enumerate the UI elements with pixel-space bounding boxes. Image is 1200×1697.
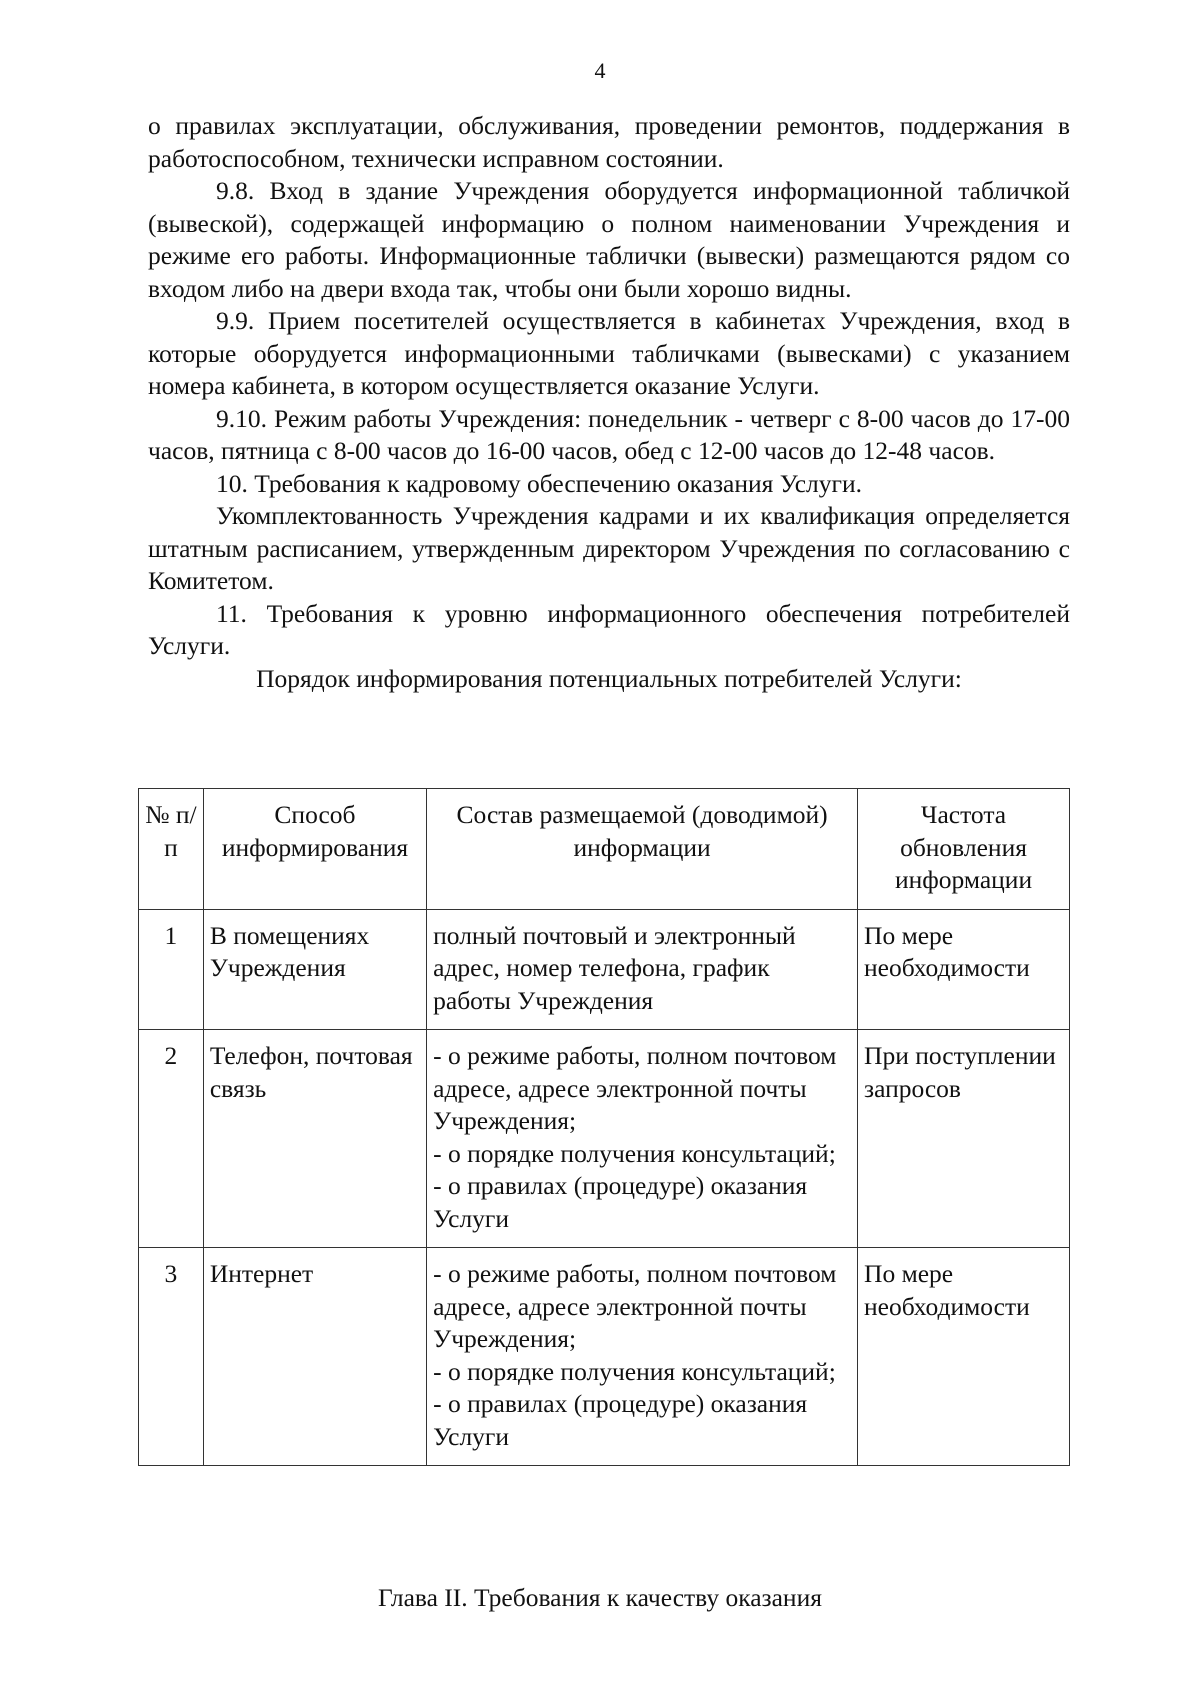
header-method: Способ информирования [203, 789, 426, 910]
table-row [139, 909, 1070, 1030]
row-number: 3 [139, 1248, 204, 1466]
row-number: 1 [139, 909, 204, 1030]
paragraph-10: 10. Требования к кадровому обеспечению оказания Услуги. [216, 468, 862, 498]
row-method: Интернет [203, 1248, 426, 1466]
paragraph-9-10: 9.10. Режим работы Учреждения: понедельник - четверг с 8-00 часов до 17-00 часов, пятница с 8-00 часов до 16-00 часов, обед с 12-00 часов до 12-48 часов. [148, 403, 1070, 465]
paragraph-9-8: 9.8. Вход в здание Учреждения оборудуется информационной табличкой (вывеской), содержащей информацию о полном наименовании Учреждения и режиме его работы. Информационные таблички (вывески) размещаются рядом со входом либо на двери входа так, чтобы они были хорошо видны. [148, 176, 1070, 303]
paragraph-table-intro: Порядок информирования потенциальных потребителей Услуги: [256, 663, 962, 693]
paragraph-continuation: о правилах эксплуатации, обслуживания, проведении ремонтов, поддержания в работоспособном, технически исправном состоянии. [148, 111, 1070, 173]
information-table [138, 788, 1070, 1466]
row-content [427, 1248, 858, 1466]
header-number: № п/п [139, 789, 204, 910]
row-number: 2 [139, 1030, 204, 1248]
content-line: - о правилах (процедуре) оказания Услуги [433, 1389, 808, 1451]
table-row [139, 1248, 1070, 1466]
row-method: Телефон, почтовая связь [203, 1030, 426, 1248]
page-number: 4 [594, 58, 606, 83]
content-line: полный почтовый и электронный адрес, номер телефона, график работы Учреждения [433, 920, 796, 1015]
row-content [427, 909, 858, 1030]
content-line: - о порядке получения консультаций; [433, 1356, 836, 1386]
row-frequency: По мере необходимости [858, 909, 1070, 1030]
header-frequency: Частота обновления информации [858, 789, 1070, 910]
row-frequency: При поступлении запросов [858, 1030, 1070, 1248]
paragraph-staffing: Укомплектованность Учреждения кадрами и их квалификация определяется штатным расписанием, утвержденным директором Учреждения по согласованию с Комитетом. [148, 501, 1070, 595]
paragraph-9-9: 9.9. Прием посетителей осуществляется в кабинетах Учреждения, вход в которые оборудуется информационными табличками (вывесками) с указанием номера кабинета, в котором осуществляется оказание Услуги. [148, 306, 1070, 400]
paragraph-11: 11. Требования к уровню информационного обеспечения потребителей Услуги. [148, 598, 1070, 660]
row-method: В помещениях Учреждения [203, 909, 426, 1030]
content-line: - о правилах (процедуре) оказания Услуги [433, 1171, 808, 1233]
row-frequency: По мере необходимости [858, 1248, 1070, 1466]
table-header-row [139, 789, 1070, 910]
content-line: - о порядке получения консультаций; [433, 1138, 836, 1168]
header-content: Состав размещаемой (доводимой) информации [427, 789, 858, 910]
body-text [148, 110, 1070, 695]
row-content [427, 1030, 858, 1248]
table-row [139, 1030, 1070, 1248]
content-line: - о режиме работы, полном почтовом адресе, адресе электронной почты Учреждения; [433, 1041, 837, 1135]
content-line: - о режиме работы, полном почтовом адресе, адресе электронной почты Учреждения; [433, 1259, 837, 1353]
chapter-title: Глава II. Требования к качеству оказания [378, 1583, 822, 1612]
